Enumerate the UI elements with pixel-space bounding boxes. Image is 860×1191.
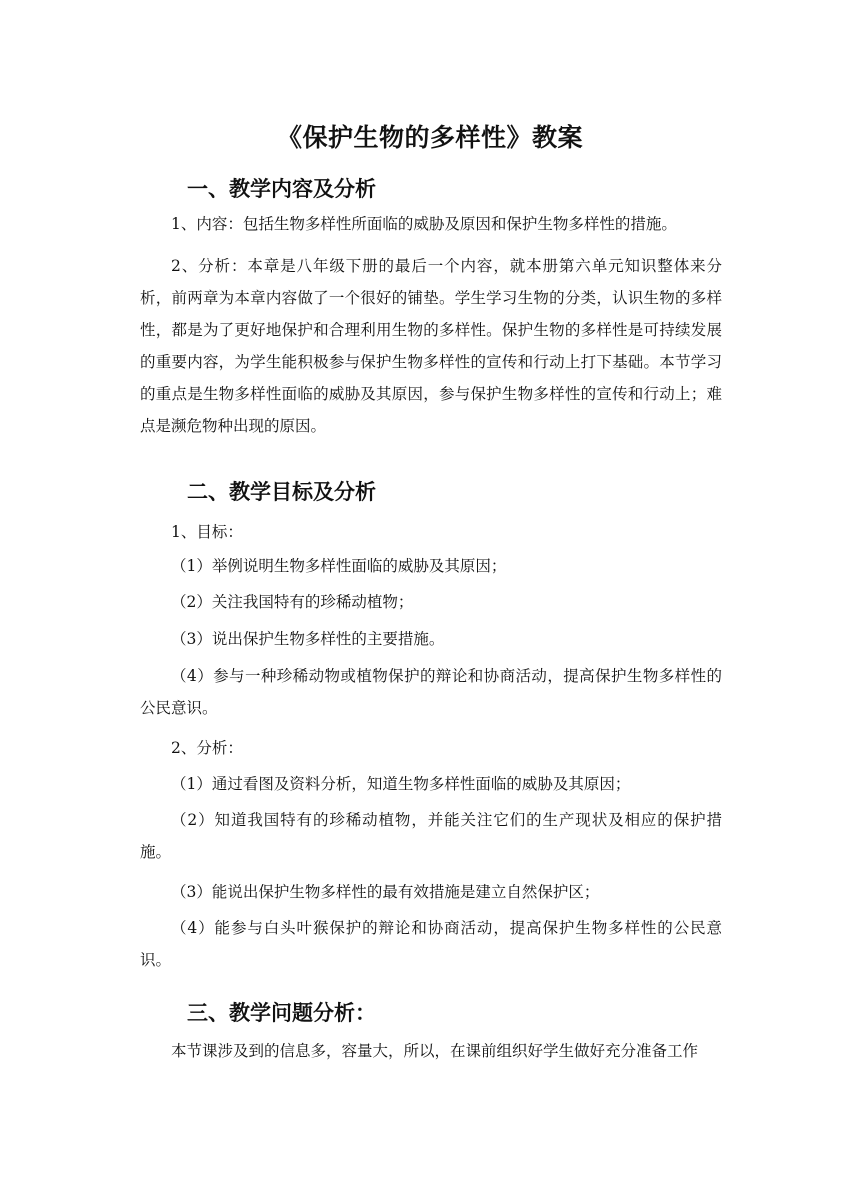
goal-item-3: （3）说出保护生物多样性的主要措施。 <box>171 630 445 648</box>
section-heading-problem-analysis: 三、教学问题分析： <box>187 1000 376 1025</box>
goal-item-1: （1）举例说明生物多样性面临的威胁及其原因； <box>171 557 507 575</box>
analysis-title: 2、分析： <box>171 739 243 757</box>
analysis-paragraph: 2、分析：本章是八年级下册的最后一个内容，就本册第六单元知识整体来分析，前两章为本章内容做了一个很好的铺垫。学生学习生物的分类，认识生物的多样性，都是为了更好地保护和合理利用生物的多样性。保护生物的多样性是可持续发展的重要内容，为学生能积极参与保护生物多样性的宣传和行动上打下基础。本节学习的重点是生物多样性面临的威胁及其原因，参与保护生物多样性的宣传和行动上；难点是濒危物种出现的原因。 <box>140 257 722 435</box>
problem-analysis-paragraph: 本节课涉及到的信息多，容量大，所以，在课前组织好学生做好充分准备工作 <box>171 1042 699 1060</box>
analysis-item-2: （2）知道我国特有的珍稀动植物，并能关注它们的生产现状及相应的保护措施。 <box>140 811 722 861</box>
content-paragraph: 1、内容：包括生物多样性所面临的威胁及原因和保护生物多样性的措施。 <box>171 215 677 233</box>
analysis-item-1: （1）通过看图及资料分析，知道生物多样性面临的威胁及其原因； <box>171 775 631 793</box>
document-title: 《保护生物的多样性》教案 <box>276 123 583 152</box>
section-heading-goals-analysis: 二、教学目标及分析 <box>187 479 376 504</box>
analysis-item-4: （4）能参与白头叶猴保护的辩论和协商活动，提高保护生物多样性的公民意识。 <box>140 919 722 969</box>
goals-title: 1、目标： <box>171 523 243 541</box>
section-heading-content-analysis: 一、教学内容及分析 <box>187 176 376 201</box>
analysis-item-3: （3）能说出保护生物多样性的最有效措施是建立自然保护区； <box>171 883 600 901</box>
goal-item-4: （4）参与一种珍稀动物或植物保护的辩论和协商活动，提高保护生物多样性的公民意识。 <box>140 667 722 717</box>
goal-item-2: （2）关注我国特有的珍稀动植物； <box>171 593 414 611</box>
